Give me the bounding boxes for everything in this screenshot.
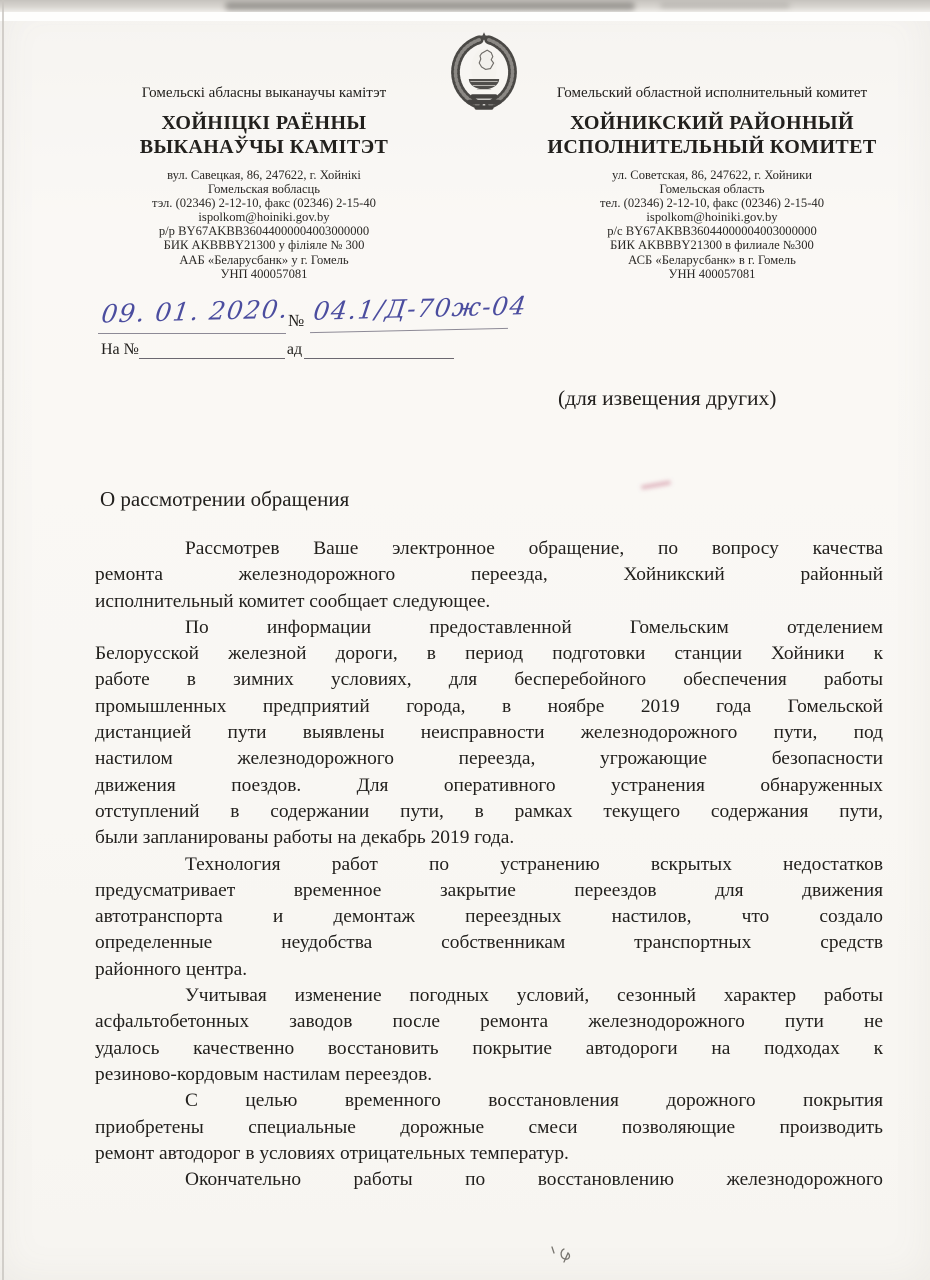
letter-body [95,536,883,1193]
reply-reference-row [101,341,454,359]
address-line: Гомельская вобласць [207,182,321,197]
address-line: БИК AKBBBY21300 в филиале №300 [610,238,814,253]
belarus-emblem-icon [444,28,524,114]
body-line: автотранспорта и демонтаж переездных настилов, что создало [95,906,883,928]
letterhead-right [544,84,880,281]
address-line: АСБ «Беларусбанк» в г. Гомель [628,252,796,267]
paragraph [95,536,883,615]
letterhead-left [96,84,432,281]
address-line: УНН 400057081 [668,266,756,281]
recipient-note: (для извещения других) [558,386,777,410]
org-name-by [96,111,432,159]
handwritten-document-number: 04.1/Д-70ж-04 [311,291,530,326]
emblem-country-outline [479,50,493,69]
paragraph [95,1088,883,1167]
body-line: По информации предоставленной Гомельским отделением [185,616,883,638]
reply-reference-label: На № [101,341,139,358]
address-line: ул. Советская, 86, 247622, г. Хойники [611,168,813,182]
document-number-sign: № [288,311,305,330]
body-line: ремонт автодорог в условиях отрицательных температур. [95,1142,569,1164]
body-line: работе в зимних условиях, для бесперебойного обеспечения работы [95,669,883,691]
org-name-ru-line1: ХОЙНИКСКИЙ РАЙОННЫЙ [570,112,854,134]
reply-date-blank [304,342,454,359]
parent-org-name-ru: Гомельский областной исполнительный комитет [556,85,868,101]
body-line: Белорусской железной дороги, в период подготовки станции Хойники к [95,643,883,665]
subject-line: О рассмотрении обращения [100,487,350,511]
body-line: определенные неудобства собственникам транспортных средств [95,932,883,954]
body-line: ремонта железнодорожного переезда, Хойникский районный [95,564,883,586]
scan-smudge [225,2,635,10]
address-line: УНП 400057081 [220,266,308,281]
body-line: Рассмотрев Ваше электронное обращение, по вопросу качества [185,538,883,559]
address-line: Гомельская область [659,182,765,197]
paragraph [95,852,883,983]
address-line: БИК AKBBBY21300 у філіяле № 300 [163,238,365,253]
address-line: р/с BY67AKBB36044000004003000000 [607,224,817,239]
reply-number-blank [139,342,285,359]
org-name-ru [544,111,880,159]
body-line: Технология работ по устранению вскрытых недостатков [185,853,883,875]
address-line: тэл. (02346) 2-12-10, факс (02346) 2-15-40 [152,196,376,211]
org-address-by [96,168,432,281]
paragraph [95,615,883,852]
body-line: промышленных предприятий города, в ноябре 2019 года Гомельской [95,695,883,717]
scan-smudge [660,3,790,8]
date-underline [98,333,286,334]
body-line: приобретены специальные дорожные смеси позволяющие производить [95,1116,883,1138]
body-line: Учитывая изменение погодных условий, сезонный характер работы [185,985,883,1007]
body-line: отступлений в содержании пути, в рамках текущего содержания пути, [95,800,883,822]
address-line: тел. (02346) 2-12-10, факс (02346) 2-15-40 [599,196,825,211]
body-line: движения поездов. Для оперативного устранения обнаруженных [95,774,883,796]
org-name-by-line1: ХОЙНІЦКІ РАЁННЫ [161,112,367,134]
org-name-by-line2: ВЫКАНАЎЧЫ КАМІТЭТ [139,136,389,158]
address-line: р/р BY67AKBB36044000004003000000 [158,224,370,239]
body-line: исполнительный комитет сообщает следующее. [95,590,491,612]
body-line: Окончательно работы по восстановлению железнодорожного [185,1169,883,1191]
scan-mark [548,1244,578,1266]
body-line: удалось качественно восстановить покрытие автодороги на подходах к [95,1037,883,1059]
address-line: ispolkom@hoiniki.gov.by [198,210,330,225]
scan-edge-left [2,0,4,1280]
body-line: асфальтобетонных заводов после ремонта железнодорожного пути не [95,1011,883,1033]
paragraph [95,983,883,1088]
body-line: С целью временного восстановления дорожного покрытия [185,1090,883,1112]
org-name-ru-line2: ИСПОЛНИТЕЛЬНЫЙ КОМИТЕТ [547,136,877,158]
scan-white-strip [0,12,930,21]
body-line: дистанцией пути выявлены неисправности железнодорожного пути, под [95,722,883,744]
body-line: предусматривает временное закрытие переездов для движения [95,879,883,901]
handwritten-date: 09. 01. 2020. [99,294,291,329]
body-line: резиново-кордовым настилам переездов. [95,1063,433,1085]
address-line: вул. Савецкая, 86, 247622, г. Хойнікі [167,168,361,182]
body-line: районного центра. [95,958,248,980]
paragraph [95,1167,883,1193]
reply-separator: ад [286,341,303,358]
parent-org-name-by: Гомельскі абласны выканаучы камітэт [141,85,387,101]
scan-pink-smudge [641,480,671,489]
number-underline [310,328,508,333]
emblem-globe [469,79,499,89]
address-line: ispolkom@hoiniki.gov.by [646,210,778,225]
body-line: были запланированы работы на декабрь 2019 года. [95,827,515,849]
org-address-ru [544,168,880,281]
body-line: настилом железнодорожного переезда, угрожающие безопасности [95,748,883,770]
address-line: ААБ «Беларусбанк» у г. Гомель [179,252,349,267]
